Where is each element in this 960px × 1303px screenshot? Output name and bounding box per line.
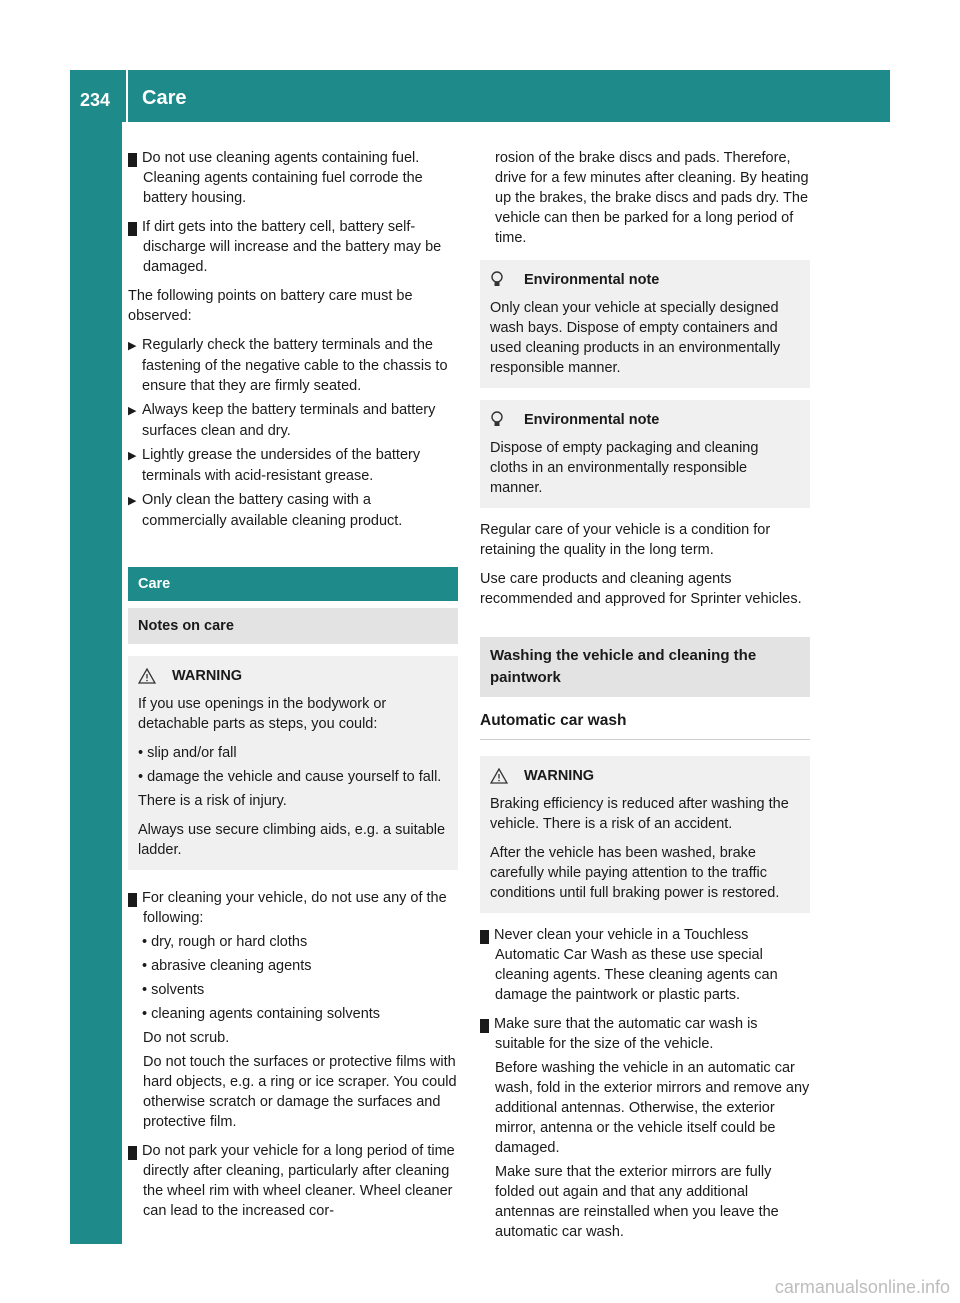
list-item: • dry, rough or hard cloths xyxy=(142,934,308,950)
watermark: carmanualsonline.info xyxy=(774,1277,950,1297)
subsection-heading: Automatic car wash xyxy=(480,711,810,740)
list-item: • slip and/or fall xyxy=(138,745,237,761)
list-item: • solvents xyxy=(142,982,205,998)
side-tab xyxy=(70,122,122,1244)
environmental-note-label: Environmental note xyxy=(524,412,660,428)
lightbulb-icon xyxy=(490,271,512,289)
step-text: Regularly check the battery terminals and the fastening of the negative cable to the chassis to ensure that they are firmly seated. xyxy=(142,337,448,394)
body-text: Regular care of your vehicle is a condition for retaining the quality in the long term. xyxy=(480,522,771,558)
exclamation-icon: ! xyxy=(480,1019,489,1033)
body-text: Do not scrub. xyxy=(143,1030,230,1046)
body-text: Do not touch the surfaces or protective films with hard objects, e.g. a ring or ice scraper. You could otherwise scratch or damage the surfaces and protective film. xyxy=(143,1054,457,1130)
subsection-heading: Notes on care xyxy=(128,608,458,644)
right-column xyxy=(475,148,810,1251)
list-item-text: solvents xyxy=(151,982,205,998)
notice xyxy=(123,888,458,928)
exclamation-icon: ! xyxy=(480,930,489,944)
warning-title xyxy=(138,666,448,686)
section-heading: Washing the vehicle and cleaning the paintwork xyxy=(480,637,810,697)
environmental-note-box xyxy=(480,400,810,508)
warning-text: After the vehicle has been washed, brake carefully while paying attention to the traffic conditions until full braking power is restored. xyxy=(490,845,780,901)
page-number: 234 xyxy=(80,90,111,110)
exclamation-icon: ! xyxy=(128,1146,137,1160)
page-title: Care xyxy=(142,87,187,109)
notice xyxy=(123,148,458,208)
arrow-icon: ▶ xyxy=(128,495,137,507)
notice-text: For cleaning your vehicle, do not use any of the following: xyxy=(142,890,447,926)
section-heading: Care xyxy=(128,567,458,601)
body-text: Make sure that the exterior mirrors are fully folded out again and that any additional antennas are reinstalled when you leave the automatic car wash. xyxy=(495,1164,779,1240)
list-item: • cleaning agents containing solvents xyxy=(142,1006,381,1022)
step xyxy=(128,400,458,441)
warning-text: If you use openings in the bodywork or detachable parts as steps, you could: xyxy=(138,696,387,732)
step xyxy=(128,490,458,531)
notice-text: Make sure that the automatic car wash is suitable for the size of the vehicle. xyxy=(494,1016,758,1052)
list-item: • damage the vehicle and cause yourself to fall. xyxy=(138,769,442,785)
lightbulb-icon xyxy=(490,411,512,429)
page-header xyxy=(70,70,890,122)
warning-box xyxy=(128,656,458,870)
warning-text: Always use secure climbing aids, e.g. a suitable ladder. xyxy=(138,822,446,858)
warning-label: WARNING xyxy=(172,668,243,684)
exclamation-icon: ! xyxy=(128,893,137,907)
list-item: • abrasive cleaning agents xyxy=(142,958,312,974)
environmental-note-label: Environmental note xyxy=(524,272,660,288)
environmental-note-text: Only clean your vehicle at specially designed wash bays. Dispose of empty containers and used cleaning products in an environmentally responsible manner. xyxy=(490,300,781,376)
left-column xyxy=(123,148,458,1230)
environmental-note-box xyxy=(480,260,810,388)
warning-triangle-icon xyxy=(138,668,160,684)
list-item-text: slip and/or fall xyxy=(147,745,237,761)
warning-triangle-icon xyxy=(490,768,512,784)
notice xyxy=(123,1141,458,1221)
step-text: Only clean the battery casing with a commercially available cleaning product. xyxy=(142,492,403,529)
warning-label: WARNING xyxy=(524,768,595,784)
environmental-note-text: Dispose of empty packaging and cleaning cloths in an environmentally responsible manner. xyxy=(490,440,759,496)
step-text: Lightly grease the undersides of the battery terminals with acid-resistant grease. xyxy=(142,447,421,484)
notice-text: Do not use cleaning agents containing fuel. Cleaning agents containing fuel corrode the battery housing. xyxy=(142,150,423,206)
side-tab-label: Maintenance and care xyxy=(85,720,107,929)
warning-box xyxy=(480,756,810,913)
notice-text: If dirt gets into the battery cell, battery self-discharge will increase and the battery may be damaged. xyxy=(142,219,442,275)
notice-text: Do not park your vehicle for a long period of time directly after cleaning, particularly after cleaning the wheel rim with wheel cleaner. Wheel cleaner can lead to the increased cor- xyxy=(142,1143,455,1219)
body-text: Before washing the vehicle in an automatic car wash, fold in the exterior mirrors and remove any additional antennas. Otherwise, the exterior mirror, antenna or the vehicle itself could be damaged. xyxy=(495,1060,810,1156)
arrow-icon: ▶ xyxy=(128,405,137,417)
environmental-note-title xyxy=(490,270,800,290)
list-item-text: cleaning agents containing solvents xyxy=(151,1006,381,1022)
notice xyxy=(123,217,458,277)
header-divider xyxy=(126,70,128,122)
step xyxy=(128,335,458,396)
notice xyxy=(475,925,810,1005)
body-text: rosion of the brake discs and pads. Therefore, drive for a few minutes after cleaning. By heating up the brakes, the brake discs and pads dry. The vehicle can then be parked for a long period of time. xyxy=(495,150,809,246)
list-item-text: abrasive cleaning agents xyxy=(151,958,312,974)
step xyxy=(128,445,458,486)
notice-text: Never clean your vehicle in a Touchless Automatic Car Wash as these use special cleaning agents. These cleaning agents can damage the paintwork or plastic parts. xyxy=(494,927,778,1003)
exclamation-icon: ! xyxy=(128,222,137,236)
exclamation-icon: ! xyxy=(128,153,137,167)
arrow-icon: ▶ xyxy=(128,340,137,352)
list-item-text: dry, rough or hard cloths xyxy=(151,934,308,950)
arrow-icon: ▶ xyxy=(128,450,137,462)
list-item-text: damage the vehicle and cause yourself to fall. xyxy=(147,769,442,785)
intro-text: The following points on battery care must be observed: xyxy=(128,288,413,324)
warning-text: Braking efficiency is reduced after washing the vehicle. There is a risk of an accident. xyxy=(490,796,789,832)
body-text: Use care products and cleaning agents recommended and approved for Sprinter vehicles. xyxy=(480,571,802,607)
notice xyxy=(475,1014,810,1054)
environmental-note-title xyxy=(490,410,800,430)
warning-title xyxy=(490,766,800,786)
step-text: Always keep the battery terminals and battery surfaces clean and dry. xyxy=(142,402,436,439)
warning-text: There is a risk of injury. xyxy=(138,793,287,809)
